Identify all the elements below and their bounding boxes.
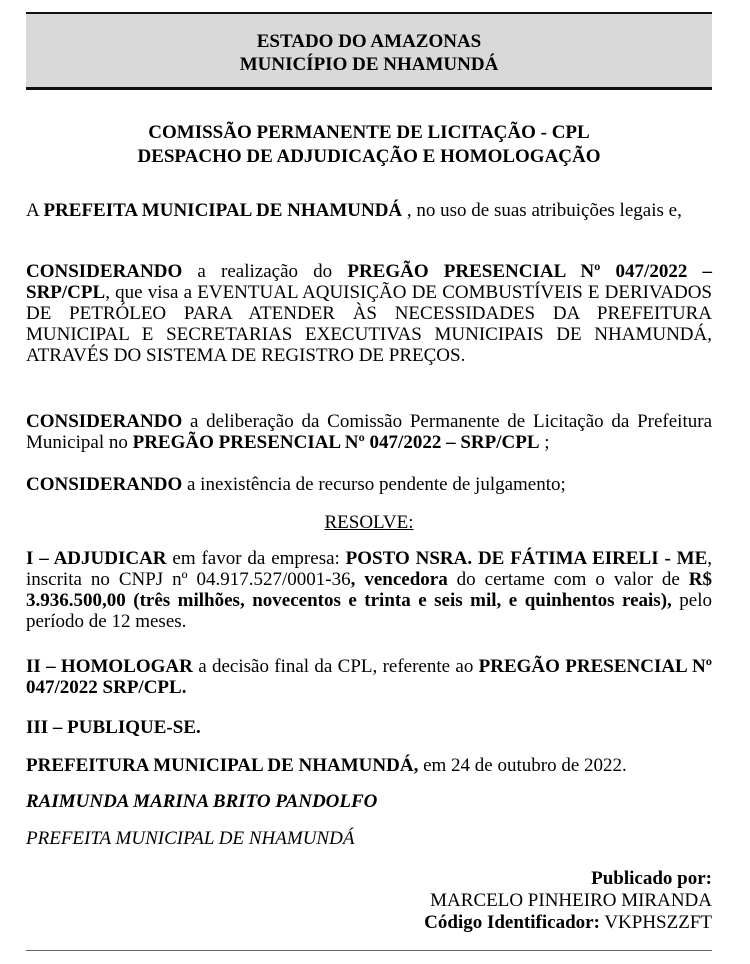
identifier-label: Código Identificador: — [424, 912, 600, 933]
intro-entity: PREFEITA MUNICIPAL DE NHAMUNDÁ — [43, 200, 403, 221]
considerando-keyword: CONSIDERANDO — [26, 411, 183, 432]
award-value: R$ 3.936.500,00 (três milhões, novecentos e trinta e seis mil, e quinhentos reais), — [26, 569, 712, 611]
considerando-3-paragraph: CONSIDERANDO a inexistência de recurso pendente de julgamento; — [26, 474, 566, 495]
identifier-code: VKPHSZZFT — [599, 912, 712, 933]
considerando-2-paragraph: CONSIDERANDO a deliberação da Comissão Permanente de Licitação da Prefeitura Municipal no PREGÃO PRESENCIAL Nº 047/2022 – SRP/CPL ; — [26, 411, 712, 453]
header-municipality: MUNICÍPIO DE NHAMUNDÁ — [239, 54, 499, 75]
item-2-homologar: II – HOMOLOGAR a decisão final da CPL, referente ao PREGÃO PRESENCIAL Nº 047/2022 SRP/CPL. — [26, 656, 712, 698]
signature-name: RAIMUNDA MARINA BRITO PANDOLFO — [26, 791, 378, 812]
closing-line — [26, 755, 712, 776]
considerando-keyword: CONSIDERANDO — [26, 261, 183, 282]
item-1-adjudicar: I – ADJUDICAR em favor da empresa: POSTO NSRA. DE FÁTIMA EIRELI - ME, inscrita no CNPJ nº 04.917.527/0001-36, vencedora do certame com o valor de R$ 3.936.500,00 (três milhões, novecentos e trinta e seis mil, e quinhentos reais), pelo período de 12 meses. — [26, 548, 713, 632]
title-dispatch: DESPACHO DE ADJUDICAÇÃO E HOMOLOGAÇÃO — [137, 146, 601, 167]
publication-block — [424, 868, 712, 934]
closing-date: em 24 de outubro de 2022. — [418, 755, 627, 776]
document-title — [26, 121, 712, 169]
document-header — [26, 12, 712, 90]
item-label: I – ADJUDICAR — [26, 548, 167, 569]
signature-role: PREFEITA MUNICIPAL DE NHAMUNDÁ — [26, 828, 355, 849]
pregao-reference: PREGÃO PRESENCIAL Nº 047/2022 SRP/CPL. — [26, 656, 712, 698]
considerando-1-paragraph: CONSIDERANDO a realização do PREGÃO PRESENCIAL Nº 047/2022 – SRP/CPL, que visa a EVENTUAL AQUISIÇÃO DE COMBUSTÍVEIS E DERIVADOS DE PETRÓLEO PARA ATENDER ÀS NECESSIDADES DA PREFEITURA MUNICIPAL E SECRETARIAS EXECUTIVAS MUNICIPAIS DE NHAMUNDÁ, ATRAVÉS DO SISTEMA DE REGISTRO DE PREÇOS. — [26, 261, 712, 366]
item-3-publique — [26, 717, 712, 738]
resolve-heading: RESOLVE: — [324, 512, 414, 533]
company-name: POSTO NSRA. DE FÁTIMA EIRELI - ME — [345, 548, 708, 569]
publisher-name: MARCELO PINHEIRO MIRANDA — [430, 890, 712, 911]
published-by-label: Publicado por: — [591, 868, 712, 889]
item-label: II – HOMOLOGAR — [26, 656, 193, 677]
bottom-divider — [26, 950, 712, 951]
intro-paragraph: A PREFEITA MUNICIPAL DE NHAMUNDÁ , no uso de suas atribuições legais e, — [26, 200, 682, 221]
closing-entity: PREFEITURA MUNICIPAL DE NHAMUNDÁ, — [26, 755, 419, 776]
item-label: III – PUBLIQUE-SE. — [26, 717, 201, 738]
pregao-reference: PREGÃO PRESENCIAL Nº 047/2022 – SRP/CPL — [132, 432, 540, 453]
pregao-reference: PREGÃO PRESENCIAL Nº 047/2022 – SRP/CPL — [26, 261, 712, 303]
title-commission: COMISSÃO PERMANENTE DE LICITAÇÃO - CPL — [148, 122, 590, 143]
header-state: ESTADO DO AMAZONAS — [256, 31, 482, 52]
considerando-keyword: CONSIDERANDO — [26, 474, 183, 495]
